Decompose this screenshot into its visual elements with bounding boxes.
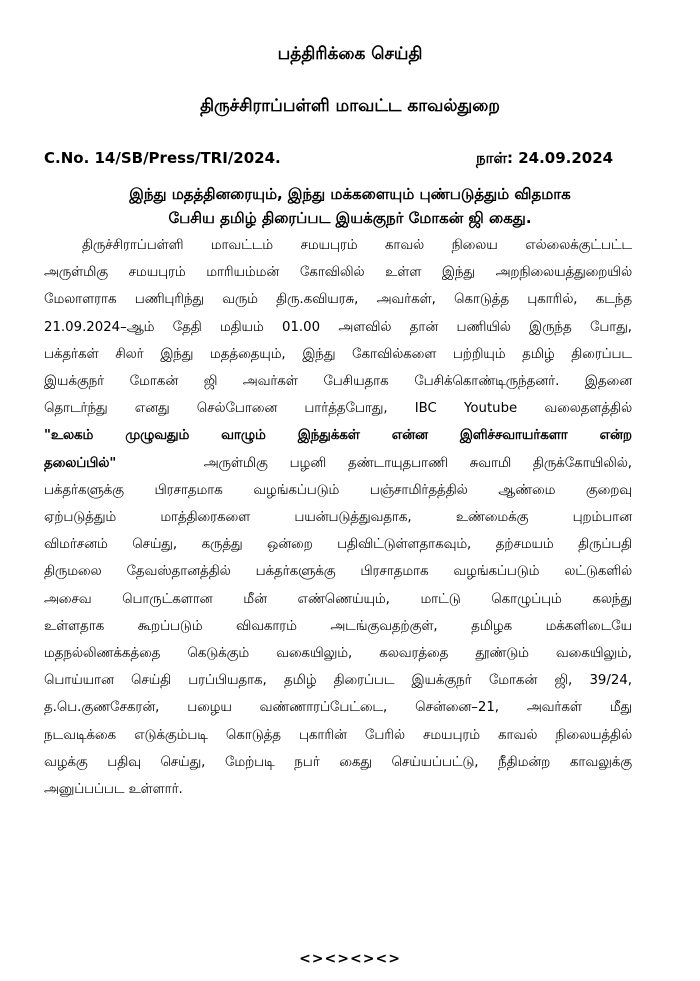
subject-line-1: இந்து மதத்தினரையும், இந்து மக்களையும் புண்படுத்தும் விதமாக: [129, 185, 571, 203]
body-line: மதநல்லிணக்கத்தை கெடுக்கும் வகையிலும், கலவரத்தை தூண்டும் வகையிலும்,: [44, 646, 632, 662]
video-title-quote-end: தலைப்பில்": [44, 455, 117, 471]
document-title: பத்திரிக்கை செய்தி: [277, 44, 423, 64]
body-paragraph: [44, 232, 632, 803]
video-title-quote: "உலகம் முழுவதும் வாழும் இந்துக்கள் என்ன இளிச்சவாயர்களா என்ற: [44, 428, 632, 444]
department-name: திருச்சிராப்பள்ளி மாவட்ட காவல்துறை: [200, 96, 500, 116]
body-line: வழக்கு பதிவு செய்து, மேற்படி நபர் கைது செய்யப்பட்டு, நீதிமன்ற காவலுக்கு: [44, 754, 632, 770]
body-line: ஏற்படுத்தும் மாத்திரைகளை பயன்படுத்துவதாக, உண்மைக்கு புறம்பான: [44, 510, 632, 526]
body-line: பக்தர்களுக்கு பிரசாதமாக வழங்கப்படும் பஞ்சாமிர்தத்தில் ஆண்மை குறைவு: [44, 482, 632, 498]
body-line: அசைவ பொருட்களான மீன் எண்ணெய்யும், மாட்டு கொழுப்பும் கலந்து: [44, 591, 632, 607]
body-line: பொய்யான செய்தி பரப்பியதாக, தமிழ் திரைப்பட இயக்குநர் மோகன் ஜி, 39/24,: [44, 673, 632, 689]
subject-line-2: பேசிய தமிழ் திரைப்பட இயக்குநர் மோகன் ஜி கைது.: [168, 209, 532, 227]
body-line: அனுப்பப்பட உள்ளார்.: [44, 782, 183, 798]
body-line: மேலாளராக பணிபுரிந்து வரும் திரு.கவியரசு, அவர்கள், கொடுத்த புகாரில், கடந்த: [44, 292, 632, 308]
reference-number: C.No. 14/SB/Press/TRI/2024.: [44, 149, 281, 167]
body-line: தொடர்ந்து எனது செல்போனை பார்த்தபோது, IBC Youtube வலைதளத்தில்: [44, 401, 632, 417]
body-line: 21.09.2024–ஆம் தேதி மதியம் 01.00 அளவில் தான் பணியில் இருந்த போது,: [44, 319, 632, 335]
body-line: நடவடிக்கை எடுக்கும்படி கொடுத்த புகாரின் பேரில் சமயபுரம் காவல் நிலையத்தில்: [44, 727, 632, 743]
body-line: திருமலை தேவஸ்தானத்தில் பக்தர்களுக்கு பிரசாதமாக வழங்கப்படும் லட்டுகளில்: [44, 564, 632, 580]
body-line: இயக்குநர் மோகன் ஜி அவர்கள் பேசியதாக பேசிக்கொண்டிருந்தனர். இதனை: [44, 374, 632, 390]
body-line: த.பெ.குணசேகரன், பழைய வண்ணாரப்பேட்டை, சென்னை–21, அவர்கள் மீது: [44, 700, 632, 716]
body-line: பக்தர்கள் சிலர் இந்து மதத்தையும், இந்து கோவில்களை பற்றியும் தமிழ் திரைப்பட: [44, 346, 632, 362]
subject-heading: [60, 182, 640, 230]
end-mark: <><><><>: [299, 951, 401, 967]
body-line: அருள்மிகு சமயபுரம் மாரியம்மன் கோவிலில் உள்ள இந்து அறநிலையத்துறையில்: [44, 265, 632, 281]
release-date: நாள்: 24.09.2024: [476, 149, 614, 167]
body-line-mixed: [44, 450, 632, 477]
body-line: உள்ளதாக கூறப்படும் விவகாரம் அடங்குவதற்குள், தமிழக மக்களிடையே: [44, 618, 632, 634]
body-line-rest: அருள்மிகு பழனி தண்டாயுதபாணி சுவாமி திருக்கோயிலில்,: [203, 455, 632, 471]
body-line: திருச்சிராப்பள்ளி மாவட்டம் சமயபுரம் காவல் நிலைய எல்லைக்குட்பட்ட: [82, 238, 632, 253]
body-line: விமர்சனம் செய்து, கருத்து ஒன்றை பதிவிட்டுள்ளதாகவும், தற்சமயம் திருப்பதி: [44, 537, 632, 553]
